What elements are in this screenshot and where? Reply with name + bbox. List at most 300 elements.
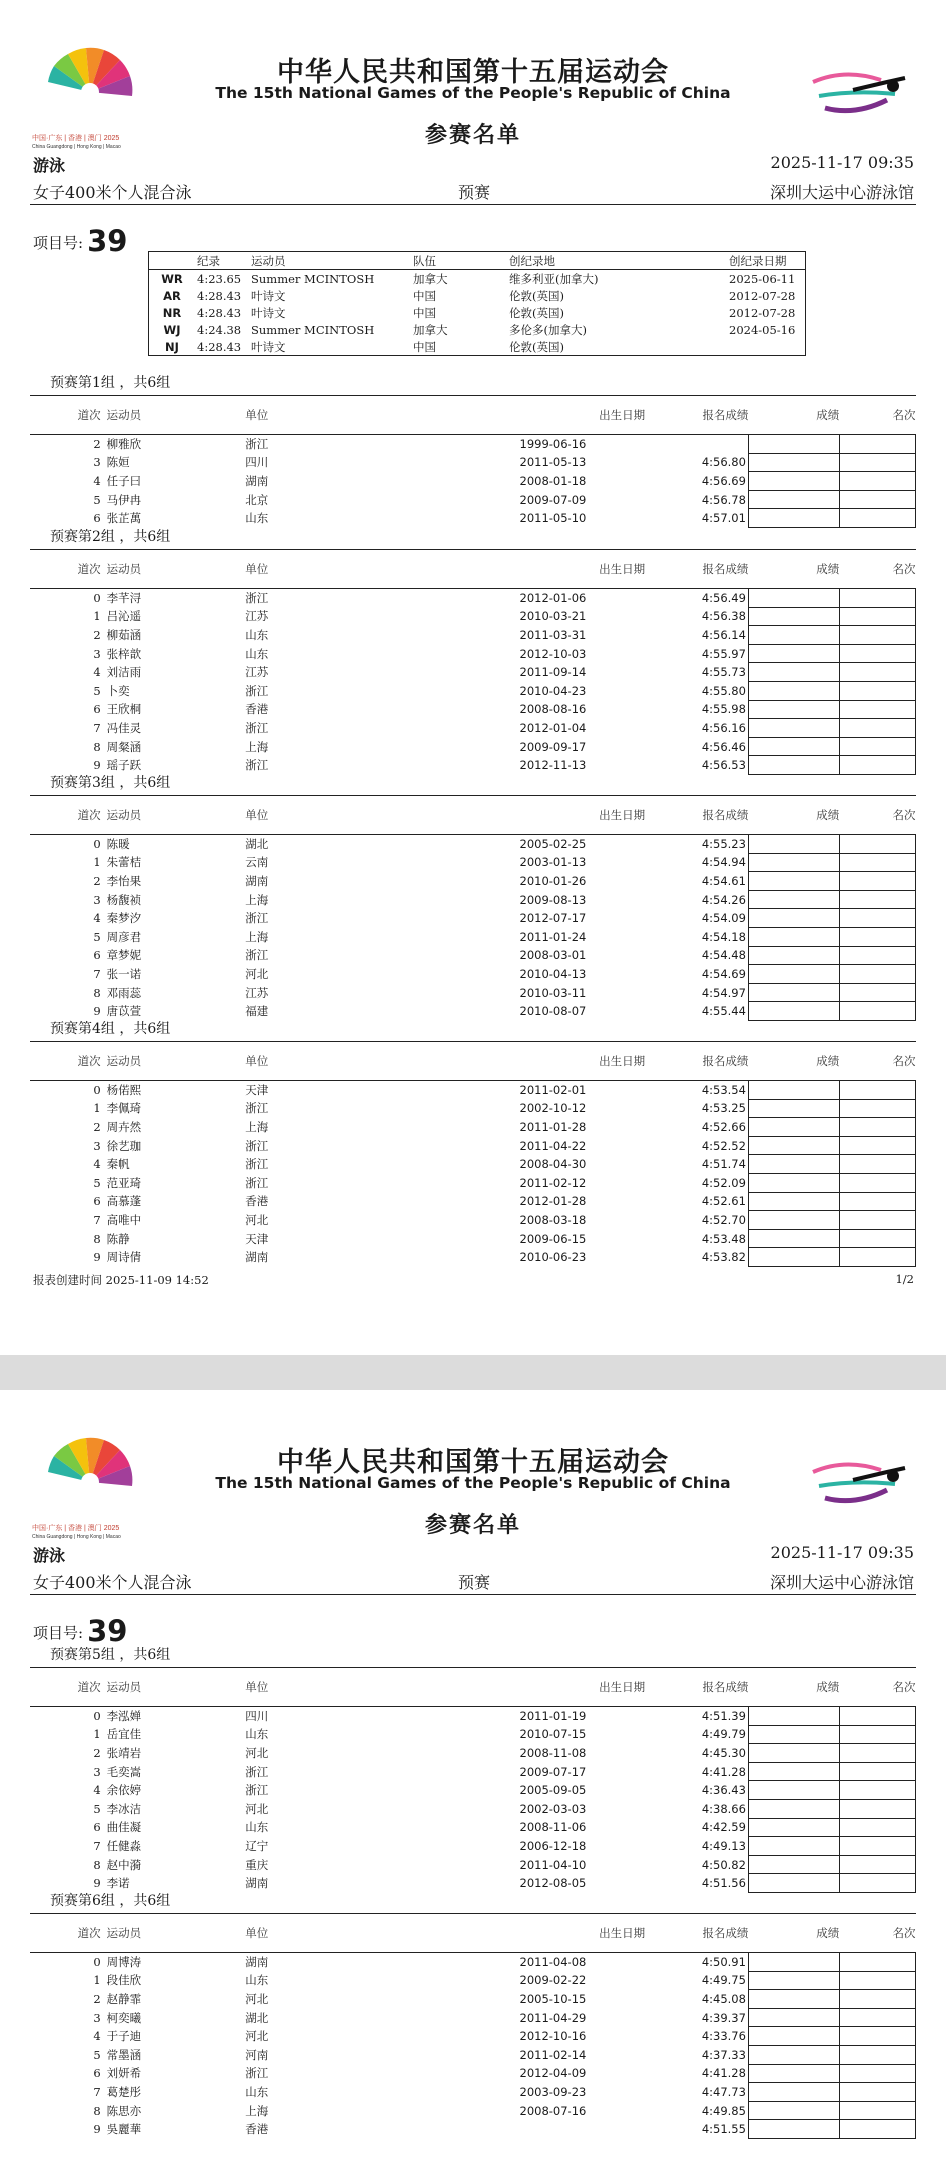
entry-time: 4:56.80 [701, 455, 746, 470]
lane-number: 4 [93, 473, 101, 488]
table-row [30, 490, 916, 509]
team-name: 浙江 [245, 911, 269, 926]
column-header-athlete: 运动员 [107, 1668, 246, 1707]
athlete-name: 张芷萬 [106, 511, 142, 526]
result-cell [748, 890, 839, 909]
lane-number: 7 [93, 1212, 101, 1227]
birth-date: 2012-04-09 [519, 2066, 587, 2081]
birth-date: 2011-05-10 [519, 511, 587, 526]
column-header-athlete: 运动员 [107, 1042, 246, 1081]
team-name: 四川 [245, 1709, 269, 1724]
team-name: 浙江 [245, 1783, 269, 1798]
athlete-name: 曲佳凝 [106, 1820, 142, 1835]
table-row [30, 2083, 916, 2102]
record-time: 4:23.65 [197, 271, 242, 286]
record-team: 中国 [413, 288, 436, 303]
record-type: NR [162, 305, 182, 320]
heat-table [30, 1041, 916, 1267]
rank-cell [839, 872, 915, 891]
column-header-rank: 名次 [839, 796, 915, 835]
result-cell [748, 1971, 839, 1990]
heat-title: 预赛第1组 ，共6组 [50, 375, 171, 391]
table-row [30, 1707, 916, 1726]
rank-cell [839, 927, 915, 946]
result-cell [748, 983, 839, 1002]
team-name: 上海 [245, 929, 269, 944]
rank-cell [839, 2045, 915, 2064]
lane-number: 8 [93, 985, 101, 1000]
athlete-name: 范亚琦 [106, 1175, 142, 1190]
lane-number: 3 [93, 646, 101, 661]
birth-date: 2011-01-24 [519, 929, 587, 944]
team-name: 浙江 [245, 1101, 269, 1116]
table-row [30, 509, 916, 528]
result-cell [748, 2101, 839, 2120]
phase-name: 预赛 [458, 183, 491, 202]
lane-number: 0 [93, 1955, 101, 1970]
entry-time: 4:39.37 [701, 2010, 746, 2025]
svg-text:中国·广东 | 香港 | 澳门 2025: 中国·广东 | 香港 | 澳门 2025 [32, 135, 120, 142]
birth-date: 2005-10-15 [519, 1991, 587, 2006]
athlete-name: 陈暖 [106, 837, 130, 852]
result-cell [748, 1818, 839, 1837]
athlete-name: 李冰洁 [106, 1801, 142, 1816]
record-type: WJ [163, 322, 181, 337]
lane-number: 1 [93, 855, 101, 870]
column-header-rank: 名次 [839, 1042, 915, 1081]
entry-time: 4:56.53 [701, 758, 746, 773]
result-cell [748, 1136, 839, 1155]
entry-time: 4:54.97 [701, 985, 746, 1000]
swimming-pictogram-icon [805, 60, 915, 122]
athlete-name: 周卉然 [106, 1119, 142, 1134]
lane-number: 8 [93, 739, 101, 754]
column-header-team: 单位 [245, 1914, 461, 1953]
result-cell [748, 719, 839, 738]
result-cell [748, 700, 839, 719]
column-header-team: 单位 [245, 1042, 461, 1081]
table-row [30, 2101, 916, 2120]
result-cell [748, 490, 839, 509]
entry-time: 4:53.48 [701, 1231, 746, 1246]
column-header-athlete: 运动员 [107, 1914, 246, 1953]
heat-header-row [30, 550, 916, 589]
event-number: 项目号: 39 [33, 1614, 128, 1648]
rank-cell [839, 435, 915, 454]
team-name: 上海 [245, 1119, 269, 1134]
rank-cell [839, 1118, 915, 1137]
column-header-athlete: 运动员 [107, 396, 246, 435]
result-cell [748, 1744, 839, 1763]
entry-time: 4:56.78 [701, 492, 746, 507]
record-team-header: 队伍 [411, 252, 507, 270]
column-header-entry: 报名成绩 [645, 550, 748, 589]
result-cell [748, 626, 839, 645]
heat-title: 预赛第4组 ，共6组 [50, 1021, 171, 1037]
athlete-name: 李芊浔 [106, 591, 142, 606]
table-row [30, 435, 916, 454]
athlete-name: 任健淼 [106, 1838, 142, 1853]
lane-number: 8 [93, 2103, 101, 2118]
result-cell [748, 1173, 839, 1192]
birth-date: 2012-10-03 [519, 646, 587, 661]
table-row [30, 1155, 916, 1174]
birth-date: 2008-03-18 [519, 1212, 587, 1227]
lane-number: 1 [93, 1727, 101, 1742]
team-name: 重庆 [245, 1857, 269, 1872]
column-header-dob: 出生日期 [461, 550, 645, 589]
athlete-name: 陈姮 [106, 455, 130, 470]
rank-cell [839, 719, 915, 738]
rank-cell [839, 2101, 915, 2120]
rank-cell [839, 644, 915, 663]
lane-number: 6 [93, 1194, 101, 1209]
record-place: 伦敦(英国) [509, 305, 564, 320]
entry-time: 4:47.73 [701, 2084, 746, 2099]
entry-time: 4:50.82 [701, 1857, 746, 1872]
heat-title: 预赛第2组 ，共6组 [50, 529, 171, 545]
table-row [30, 965, 916, 984]
entry-time: 4:54.18 [701, 929, 746, 944]
lane-number: 1 [93, 1101, 101, 1116]
team-name: 天津 [245, 1083, 269, 1098]
birth-date: 2012-11-13 [519, 758, 587, 773]
athlete-name: 任子曰 [106, 473, 142, 488]
record-date: 2025-06-11 [729, 271, 796, 286]
entry-time: 4:49.13 [701, 1838, 746, 1853]
lane-number: 9 [93, 1250, 101, 1265]
result-cell [748, 1874, 839, 1893]
record-team: 加拿大 [413, 322, 448, 337]
rank-cell [839, 2064, 915, 2083]
team-name: 河北 [245, 1801, 269, 1816]
athlete-name: 杨偌熙 [106, 1083, 142, 1098]
column-header-result: 成绩 [748, 1914, 839, 1953]
lane-number: 8 [93, 1231, 101, 1246]
event-name: 女子400米个人混合泳 [33, 1573, 192, 1592]
birth-date: 2008-11-06 [519, 1820, 587, 1835]
heat-table [30, 795, 916, 1021]
result-cell [748, 472, 839, 491]
birth-date: 2010-01-26 [519, 873, 587, 888]
table-row [30, 1081, 916, 1100]
column-header-team: 单位 [245, 396, 461, 435]
team-name: 浙江 [245, 1175, 269, 1190]
entry-time: 4:51.56 [701, 1876, 746, 1891]
team-name: 辽宁 [245, 1838, 269, 1853]
rank-cell [839, 663, 915, 682]
birth-date: 2012-08-05 [519, 1876, 587, 1891]
lane-number: 5 [93, 2047, 101, 2062]
athlete-name: 李怡果 [106, 873, 142, 888]
heat-header-row [30, 1042, 916, 1081]
birth-date: 2010-04-13 [519, 966, 587, 981]
result-cell [748, 1953, 839, 1972]
games-title-zh: 中华人民共和国第十五届运动会 [277, 57, 669, 88]
birth-date: 2009-08-13 [519, 892, 587, 907]
team-name: 浙江 [245, 591, 269, 606]
lane-number: 3 [93, 2010, 101, 2025]
record-athlete-header: 运动员 [249, 252, 411, 270]
result-cell [748, 1799, 839, 1818]
lane-number: 7 [93, 720, 101, 735]
entry-time: 4:51.74 [701, 1157, 746, 1172]
athlete-name: 瑶子跃 [106, 758, 142, 773]
rank-cell [839, 1192, 915, 1211]
record-row [149, 304, 806, 321]
athlete-name: 刘妍希 [106, 2066, 142, 2081]
entry-time [645, 435, 748, 454]
heat-header-row [30, 1668, 916, 1707]
lane-number: 6 [93, 2066, 101, 2081]
entry-time: 4:41.28 [701, 1764, 746, 1779]
record-row [149, 270, 806, 288]
birth-date: 2010-07-15 [519, 1727, 587, 1742]
team-name: 江苏 [245, 609, 269, 624]
team-name: 河北 [245, 2029, 269, 2044]
table-row [30, 2064, 916, 2083]
team-name: 北京 [245, 492, 269, 507]
result-cell [748, 453, 839, 472]
result-cell [748, 1837, 839, 1856]
athlete-name: 张靖岩 [106, 1745, 142, 1760]
lane-number: 1 [93, 1973, 101, 1988]
team-name: 河南 [245, 2047, 269, 2062]
print-datetime: 2025-11-17 09:35 [770, 153, 914, 172]
column-header-rank: 名次 [839, 396, 915, 435]
result-cell [748, 835, 839, 854]
birth-date [461, 2120, 645, 2139]
entry-time: 4:50.91 [701, 1955, 746, 1970]
result-cell [748, 1855, 839, 1874]
entry-time: 4:51.55 [701, 2122, 746, 2137]
games-title-en: The 15th National Games of the People's Republic of China [215, 1474, 731, 1492]
record-row [149, 287, 806, 304]
birth-date: 2008-07-16 [519, 2103, 587, 2118]
birth-date: 2009-02-22 [519, 1973, 587, 1988]
header-divider [30, 204, 916, 205]
result-cell [748, 1211, 839, 1230]
athlete-name: 赵中漪 [106, 1857, 142, 1872]
entry-time: 4:53.54 [701, 1083, 746, 1098]
athlete-name: 马伊冉 [106, 492, 142, 507]
rank-cell [839, 909, 915, 928]
entry-time: 4:55.98 [701, 702, 746, 717]
result-cell [748, 872, 839, 891]
birth-date: 2008-11-08 [519, 1745, 587, 1760]
result-cell [748, 737, 839, 756]
team-name: 山东 [245, 627, 269, 642]
team-name: 湖北 [245, 837, 269, 852]
result-cell [748, 965, 839, 984]
rank-cell [839, 946, 915, 965]
athlete-name: 刘洁雨 [106, 665, 142, 680]
athlete-name: 吳麗華 [106, 2122, 142, 2137]
record-time: 4:24.38 [197, 322, 242, 337]
birth-date: 2011-09-14 [519, 665, 587, 680]
table-row [30, 472, 916, 491]
record-header: 纪录 [195, 252, 249, 270]
record-row [149, 321, 806, 338]
athlete-name: 于子迪 [106, 2029, 142, 2044]
record-team: 加拿大 [413, 271, 448, 286]
svg-text:China Guangdong | Hong Kong |: China Guangdong | Hong Kong | Macao [32, 144, 121, 150]
entry-time: 4:56.69 [701, 473, 746, 488]
lane-number: 9 [93, 1004, 101, 1019]
birth-date: 2003-09-23 [519, 2084, 587, 2099]
report-created-time: 报表创建时间 2025-11-09 14:52 [33, 1273, 209, 1287]
record-type: NJ [165, 339, 179, 354]
rank-cell [839, 1136, 915, 1155]
team-name: 浙江 [245, 758, 269, 773]
lane-number: 5 [93, 1801, 101, 1816]
record-team: 中国 [413, 339, 436, 354]
team-name: 香港 [245, 1194, 269, 1209]
header-divider [30, 1594, 916, 1595]
record-date: 2012-07-28 [729, 305, 796, 320]
column-header-entry: 报名成绩 [645, 1914, 748, 1953]
team-name: 湖南 [245, 473, 269, 488]
result-cell [748, 681, 839, 700]
record-team: 中国 [413, 305, 436, 320]
column-header-athlete: 运动员 [107, 550, 246, 589]
lane-number: 4 [93, 665, 101, 680]
athlete-name: 朱蕾桔 [106, 855, 142, 870]
birth-date: 2010-03-11 [519, 985, 587, 1000]
birth-date: 2012-10-16 [519, 2029, 587, 2044]
record-time: 4:28.43 [197, 305, 242, 320]
entry-time: 4:52.66 [701, 1119, 746, 1134]
entry-time: 4:56.14 [701, 627, 746, 642]
team-name: 福建 [245, 1004, 269, 1019]
entry-time: 4:52.61 [701, 1194, 746, 1209]
team-name: 浙江 [245, 437, 269, 452]
result-cell [748, 1707, 839, 1726]
lane-number: 3 [93, 892, 101, 907]
birth-date: 2011-04-10 [519, 1857, 587, 1872]
birth-date: 2011-02-14 [519, 2047, 587, 2062]
athlete-name: 吕沁遥 [106, 609, 142, 624]
entry-time: 4:55.23 [701, 837, 746, 852]
athlete-name: 李佩琦 [106, 1101, 142, 1116]
table-row [30, 2008, 916, 2027]
rank-cell [839, 472, 915, 491]
result-cell [748, 2083, 839, 2102]
rank-cell [839, 1799, 915, 1818]
document-title: 参赛名单 [424, 1512, 521, 1538]
table-row [30, 700, 916, 719]
records-table [148, 251, 806, 356]
lane-number: 2 [93, 873, 101, 888]
document-title: 参赛名单 [424, 122, 521, 148]
result-cell [748, 1229, 839, 1248]
record-time: 4:28.43 [197, 288, 242, 303]
table-row [30, 1229, 916, 1248]
athlete-name: 秦梦汐 [106, 911, 142, 926]
athlete-name: 杨馥祯 [106, 892, 142, 907]
table-row [30, 1990, 916, 2009]
team-name: 上海 [245, 892, 269, 907]
rank-cell [839, 1874, 915, 1893]
entry-time: 4:54.48 [701, 948, 746, 963]
entry-time: 4:56.16 [701, 720, 746, 735]
team-name: 浙江 [245, 720, 269, 735]
column-header-dob: 出生日期 [461, 1042, 645, 1081]
table-row [30, 737, 916, 756]
result-cell [748, 663, 839, 682]
table-row [30, 453, 916, 472]
table-row [30, 1953, 916, 1972]
lane-number: 9 [93, 2122, 101, 2137]
birth-date: 2008-04-30 [519, 1157, 587, 1172]
column-header-lane: 道次 [30, 796, 107, 835]
lane-number: 9 [93, 1876, 101, 1891]
athlete-name: 柳雅欣 [106, 437, 142, 452]
heat-title: 预赛第6组 ，共6组 [50, 1893, 171, 1909]
team-name: 香港 [245, 2122, 269, 2137]
rank-cell [839, 681, 915, 700]
entry-time: 4:57.01 [701, 511, 746, 526]
athlete-name: 周粲涵 [106, 739, 142, 754]
table-row [30, 1818, 916, 1837]
athlete-name: 张梓歆 [106, 646, 142, 661]
rank-cell [839, 2027, 915, 2046]
entry-time: 4:45.08 [701, 1991, 746, 2006]
entry-time: 4:45.30 [701, 1745, 746, 1760]
entry-time: 4:53.82 [701, 1250, 746, 1265]
column-header-dob: 出生日期 [461, 1668, 645, 1707]
lane-number: 4 [93, 911, 101, 926]
venue-name: 深圳大运中心游泳馆 [769, 1573, 914, 1592]
birth-date: 2003-01-13 [519, 855, 587, 870]
rank-cell [839, 1953, 915, 1972]
birth-date: 2010-06-23 [519, 1250, 587, 1265]
table-row [30, 1099, 916, 1118]
athlete-name: 卜奕 [106, 683, 130, 698]
rank-cell [839, 490, 915, 509]
team-name: 山东 [245, 646, 269, 661]
column-header-entry: 报名成绩 [645, 796, 748, 835]
entry-time: 4:55.97 [701, 646, 746, 661]
lane-number: 5 [93, 683, 101, 698]
entry-time: 4:49.75 [701, 1973, 746, 1988]
table-row [30, 2120, 916, 2139]
athlete-name: 唐苡萱 [106, 1004, 142, 1019]
birth-date: 1999-06-16 [519, 437, 587, 452]
birth-date: 2011-02-12 [519, 1175, 587, 1190]
table-row [30, 1192, 916, 1211]
lane-number: 5 [93, 492, 101, 507]
entry-time: 4:54.61 [701, 873, 746, 888]
record-type: AR [163, 288, 181, 303]
sport-name: 游泳 [33, 156, 66, 175]
result-cell [748, 1081, 839, 1100]
team-name: 湖南 [245, 873, 269, 888]
birth-date: 2008-03-01 [519, 948, 587, 963]
venue-name: 深圳大运中心游泳馆 [769, 183, 914, 202]
result-cell [748, 2027, 839, 2046]
lane-number: 2 [93, 1745, 101, 1760]
entry-time: 4:49.79 [701, 1727, 746, 1742]
column-header-rank: 名次 [839, 550, 915, 589]
column-header-entry: 报名成绩 [645, 1668, 748, 1707]
birth-date: 2012-01-04 [519, 720, 587, 735]
rank-cell [839, 589, 915, 608]
rank-cell [839, 1781, 915, 1800]
team-name: 浙江 [245, 948, 269, 963]
lane-number: 6 [93, 511, 101, 526]
team-name: 上海 [245, 2103, 269, 2118]
